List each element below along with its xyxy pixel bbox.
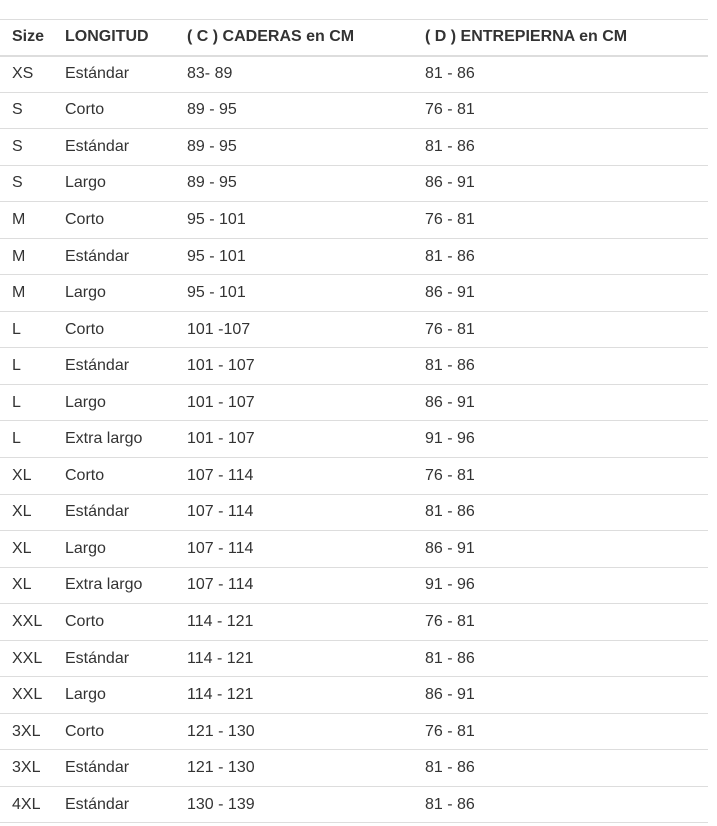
cell-length: Estándar	[65, 65, 130, 83]
cell-size: 3XL	[12, 759, 41, 777]
table-row	[0, 311, 708, 348]
cell-length: Largo	[65, 686, 106, 704]
cell-size: XXL	[12, 686, 43, 704]
cell-hips: 101 - 107	[187, 393, 255, 411]
cell-length: Estándar	[65, 357, 130, 375]
cell-hips: 101 - 107	[187, 430, 255, 448]
cell-length: Estándar	[65, 247, 130, 265]
table-row	[0, 165, 708, 202]
cell-inseam: 81 - 86	[425, 503, 475, 521]
header-hips: ( C ) CADERAS en CM	[187, 28, 355, 46]
cell-inseam: 86 - 91	[425, 393, 475, 411]
table-row	[0, 458, 708, 495]
cell-size: L	[12, 357, 21, 375]
cell-hips: 107 - 114	[187, 466, 254, 484]
cell-inseam: 81 - 86	[425, 649, 475, 667]
cell-length: Extra largo	[65, 576, 143, 594]
cell-inseam: 76 - 81	[425, 612, 475, 630]
cell-size: XL	[12, 539, 32, 557]
cell-size: L	[12, 430, 21, 448]
cell-hips: 114 - 121	[187, 649, 254, 667]
cell-inseam: 76 - 81	[425, 101, 475, 119]
cell-length: Corto	[65, 466, 105, 484]
cell-hips: 107 - 114	[187, 503, 254, 521]
table-row	[0, 384, 708, 421]
cell-length: Largo	[65, 539, 106, 557]
cell-size: 3XL	[12, 722, 41, 740]
table-row	[0, 677, 708, 714]
cell-hips: 107 - 114	[187, 539, 254, 557]
header-inseam: ( D ) ENTREPIERNA en CM	[425, 28, 628, 46]
cell-hips: 114 - 121	[187, 686, 254, 704]
cell-hips: 95 - 101	[187, 210, 246, 228]
cell-hips: 95 - 101	[187, 247, 246, 265]
table-row	[0, 750, 708, 787]
cell-inseam: 76 - 81	[425, 320, 475, 338]
table-row	[0, 713, 708, 750]
cell-length: Largo	[65, 284, 106, 302]
table-row	[0, 494, 708, 531]
table-row	[0, 238, 708, 275]
cell-inseam: 81 - 86	[425, 759, 475, 777]
cell-inseam: 76 - 81	[425, 466, 475, 484]
table-row	[0, 56, 708, 93]
cell-length: Extra largo	[65, 430, 143, 448]
cell-length: Estándar	[65, 795, 130, 813]
cell-inseam: 81 - 86	[425, 795, 475, 813]
table-row	[0, 129, 708, 166]
table-row	[0, 202, 708, 239]
cell-size: XS	[12, 65, 34, 83]
cell-length: Estándar	[65, 759, 130, 777]
table-row	[0, 604, 708, 641]
cell-size: M	[12, 247, 26, 265]
table-body	[0, 56, 708, 823]
cell-hips: 130 - 139	[187, 795, 255, 813]
cell-inseam: 86 - 91	[425, 686, 475, 704]
cell-hips: 89 - 95	[187, 101, 237, 119]
cell-size: S	[12, 137, 23, 155]
cell-size: XXL	[12, 612, 43, 630]
cell-size: XL	[12, 576, 32, 594]
table-row	[0, 531, 708, 568]
table-row	[0, 421, 708, 458]
cell-size: XXL	[12, 649, 43, 667]
cell-length: Corto	[65, 612, 105, 630]
cell-length: Corto	[65, 101, 105, 119]
table-row	[0, 92, 708, 129]
cell-inseam: 91 - 96	[425, 576, 475, 594]
cell-hips: 121 - 130	[187, 722, 255, 740]
cell-length: Corto	[65, 320, 105, 338]
cell-inseam: 91 - 96	[425, 430, 475, 448]
cell-size: S	[12, 101, 23, 119]
cell-size: 4XL	[12, 795, 41, 813]
cell-length: Estándar	[65, 649, 130, 667]
cell-size: L	[12, 320, 21, 338]
cell-size: M	[12, 210, 26, 228]
table-header-row	[0, 20, 708, 56]
cell-length: Estándar	[65, 503, 130, 521]
header-size: Size	[12, 28, 45, 46]
cell-hips: 101 -107	[187, 320, 251, 338]
cell-hips: 89 - 95	[187, 174, 237, 192]
cell-inseam: 76 - 81	[425, 722, 475, 740]
cell-size: XL	[12, 466, 32, 484]
cell-length: Corto	[65, 722, 105, 740]
cell-inseam: 86 - 91	[425, 174, 475, 192]
cell-length: Estándar	[65, 137, 130, 155]
cell-inseam: 86 - 91	[425, 539, 475, 557]
cell-size: M	[12, 284, 26, 302]
size-chart-table	[0, 19, 708, 823]
header-length: LONGITUD	[65, 28, 149, 46]
cell-hips: 95 - 101	[187, 284, 246, 302]
table-row	[0, 567, 708, 604]
cell-inseam: 81 - 86	[425, 65, 475, 83]
cell-size: XL	[12, 503, 32, 521]
cell-size: L	[12, 393, 21, 411]
cell-hips: 89 - 95	[187, 137, 237, 155]
cell-size: S	[12, 174, 23, 192]
cell-hips: 83- 89	[187, 65, 233, 83]
table-row	[0, 786, 708, 823]
table-row	[0, 275, 708, 312]
cell-inseam: 81 - 86	[425, 247, 475, 265]
cell-hips: 101 - 107	[187, 357, 255, 375]
cell-inseam: 86 - 91	[425, 284, 475, 302]
cell-hips: 107 - 114	[187, 576, 254, 594]
cell-length: Largo	[65, 174, 106, 192]
cell-inseam: 76 - 81	[425, 210, 475, 228]
cell-hips: 121 - 130	[187, 759, 255, 777]
table-row	[0, 348, 708, 385]
cell-hips: 114 - 121	[187, 612, 254, 630]
cell-length: Corto	[65, 210, 105, 228]
table-row	[0, 640, 708, 677]
cell-inseam: 81 - 86	[425, 137, 475, 155]
cell-length: Largo	[65, 393, 106, 411]
cell-inseam: 81 - 86	[425, 357, 475, 375]
